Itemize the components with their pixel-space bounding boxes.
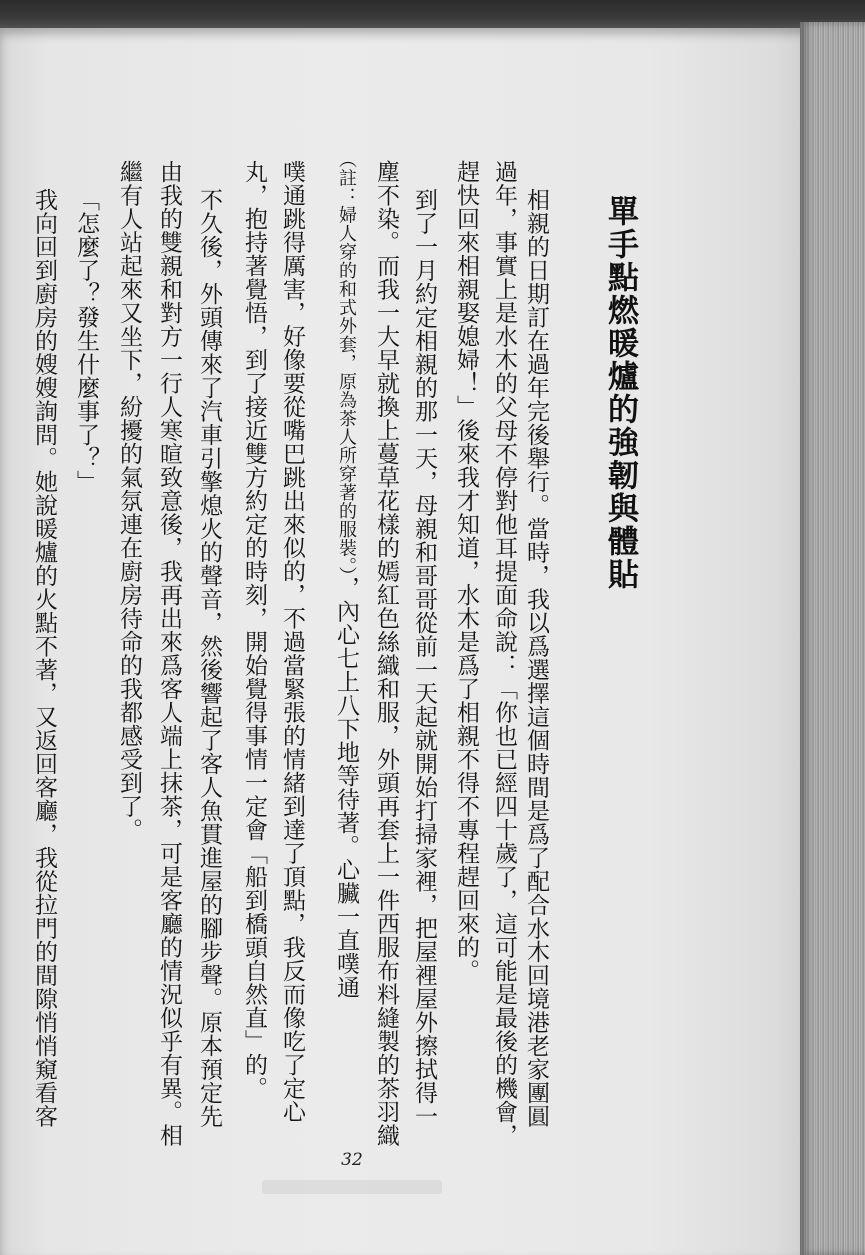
body-column: 丸，抱持著覺悟，到了接近雙方約定的時刻，開始覺得事情一定會「船到橋頭自然直」的。: [241, 160, 267, 1100]
body-column: 相親的日期訂在過年完後舉行。當時，我以爲選擇這個時間是爲了配合水木回境港老家團圓: [523, 188, 549, 1128]
show-through-footer: [262, 1180, 442, 1194]
body-column: 塵不染。而我一大早就換上蔓草花樣的嫣紅色絲織和服，外頭再套上一件西服布料縫製的茶羽織: [373, 160, 399, 1147]
chapter-title: 單手點燃暖爐的強韌與體貼: [602, 195, 638, 591]
body-column: 我向回到廚房的嫂嫂詢問。她說暖爐的火點不著，又返回客廳，我從拉門的間隙悄悄窺看客: [31, 188, 57, 1128]
annotation-note: （註：婦人穿的和式外套，原為茶人所穿著的服裝。）: [336, 150, 357, 576]
body-column-text: ，內心七上八下地等待著。心臟一直噗通: [333, 576, 359, 999]
body-column: 趕快回來相親娶媳婦！」後來我才知道，水木是爲了相親不得不專程趕回來的。: [453, 160, 479, 983]
page-number: 32: [341, 1150, 363, 1170]
body-column: [332, 150, 360, 999]
show-through-text: [560, 130, 586, 1110]
show-through-text: [668, 130, 694, 1110]
body-column: 到了一月約定相親的那一天，母親和哥哥從前一天起就開始打掃家裡，把屋裡屋外擦拭得一: [411, 188, 437, 1128]
body-column: 不久後，外頭傳來了汽車引擎熄火的聲音，然後響起了客人魚貫進屋的腳步聲。原本預定先: [196, 188, 222, 1128]
page-stack-edge: [800, 22, 865, 1255]
body-column: 由我的雙親和對方一行人寒暄致意後，我再出來爲客人端上抹茶，可是客廳的情況似乎有異。相: [156, 160, 182, 1147]
body-column: 噗通跳得厲害，好像要從嘴巴跳出來似的，不過當緊張的情緒到達了頂點，我反而像吃了定心: [279, 160, 305, 1124]
body-column: 過年，事實上是水木的父母不停對他耳提面命說：「你也已經四十歲了，這可能是最後的機會，: [491, 160, 517, 1147]
body-column: 「怎麼了？發生什麼事了？」: [73, 188, 99, 494]
body-column: 繼有人站起來又坐下，紛擾的氣氛連在廚房待命的我都感受到了。: [116, 160, 142, 842]
